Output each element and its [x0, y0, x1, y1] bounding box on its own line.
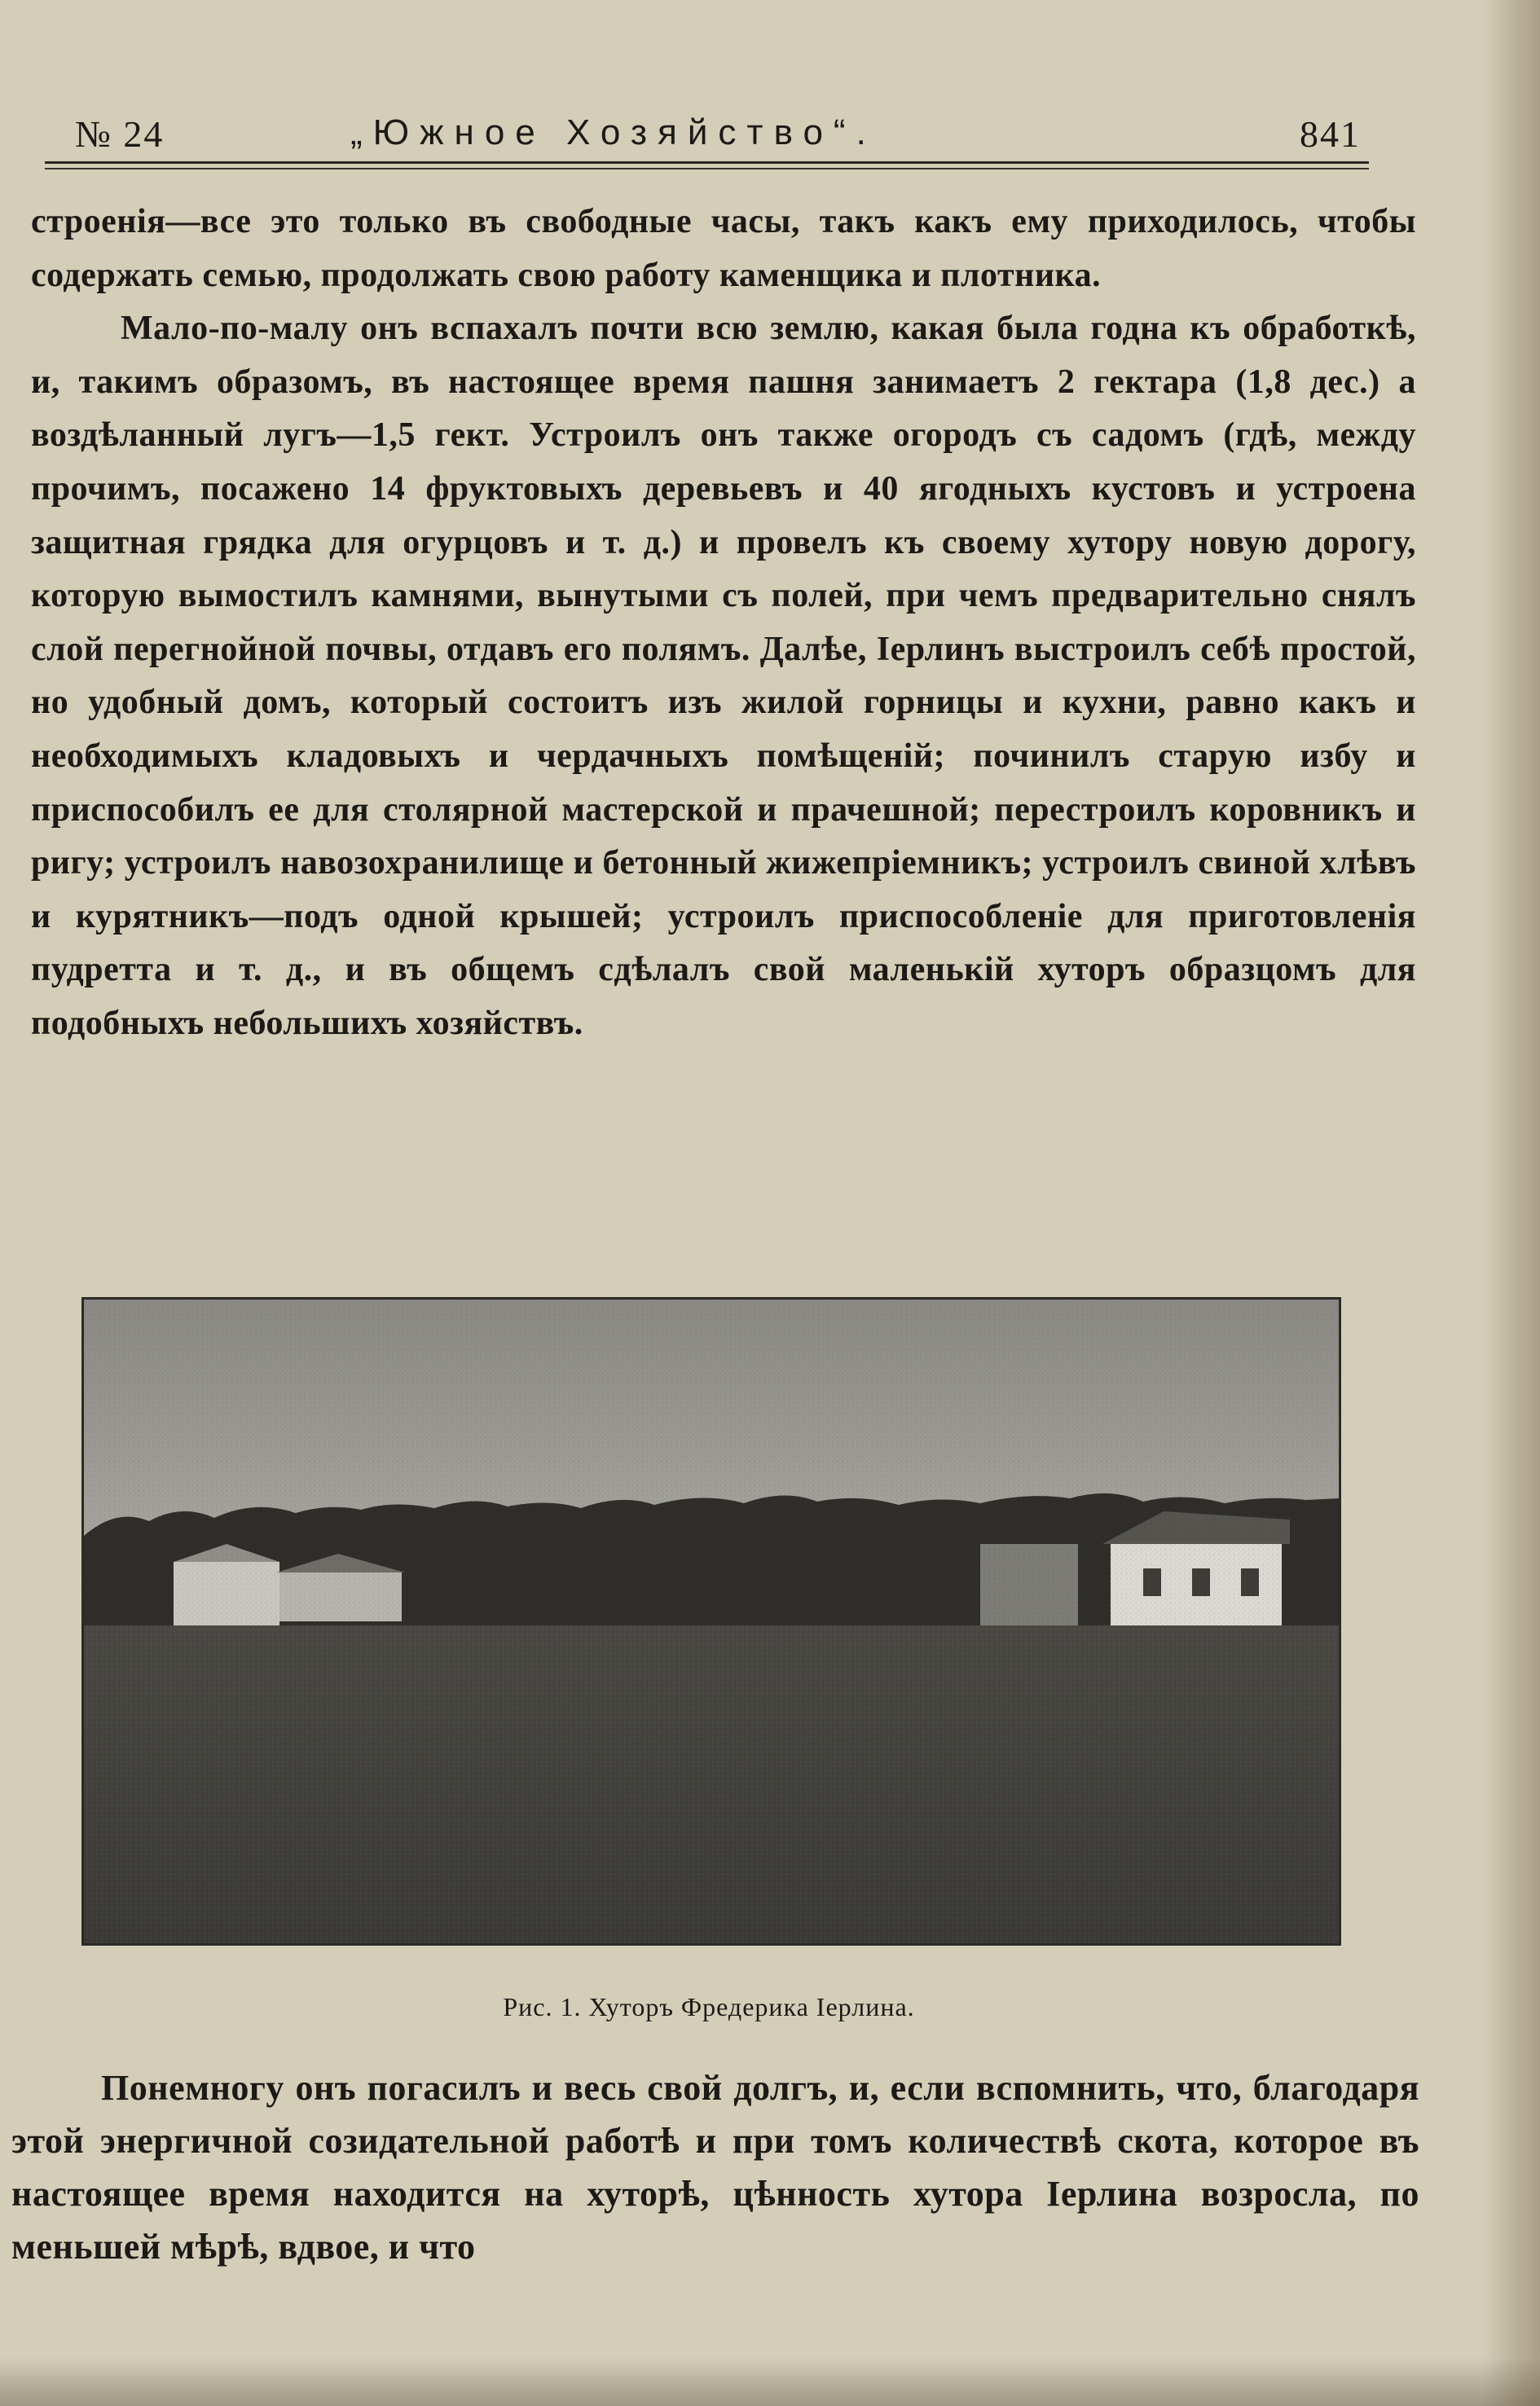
body-text-top	[31, 196, 1416, 1051]
paragraph: Понемногу онъ погасилъ и весь свой долгъ, и, если вспомнить, что, благодаря этой энергичной созидательной работѣ и при томъ количествѣ скота, которое въ настоящее время находится на хуторѣ, цѣнность хутора Іерлина возросла, по меньшей мѣрѣ, вдвое, и что	[11, 2068, 1419, 2267]
paragraph: строенія—все это только въ свободные часы, такъ какъ ему приходилось, чтобы содержать семью, продолжать свою работу каменщика и плотника.	[31, 203, 1416, 294]
page-bottom-shadow	[0, 2357, 1540, 2406]
journal-title: „Южное Хозяйство“.	[350, 112, 877, 152]
paragraph: Мало-по-малу онъ вспахалъ почти всю землю, какая была годна къ обработкѣ, и, такимъ образомъ, въ настоящее время пашня занимаетъ 2 гектара (1,8 дес.) а воздѣланный лугъ—1,5 гект. Устроилъ онъ также огородъ съ садомъ (гдѣ, между прочимъ, посажено 14 фруктовыхъ деревьевъ и 40 ягодныхъ кустовъ и устроена защитная грядка для огурцовъ и т. д.) и провелъ къ своему хутору новую дорогу, которую вымостилъ камнями, вынутыми съ полей, при чемъ предварительно снялъ слой перегнойной почвы, отдавъ его полямъ. Далѣе, Іерлинъ выстроилъ себѣ простой, но удобный домъ, который состоитъ изъ жилой горницы и кухни, равно какъ и необходимыхъ кладовыхъ и чердачныхъ помѣщеній; починилъ старую избу и приспособилъ ее для столярной мастерской и прачешной; перестроилъ коровникъ и ригу; устроилъ навозохранилище и бетонный жижепріемникъ; устроилъ свиной хлѣвъ и курятникъ—подъ одной крышей; устроилъ приспособленіе для приготовленія пудретта и т. д., и въ общемъ сдѣлалъ свой маленькій хуторъ образцомъ для подобныхъ небольшихъ хозяйствъ.	[31, 310, 1416, 1042]
figure-caption: Рис. 1. Хуторъ Фредерика Іерлина.	[503, 1992, 915, 2021]
page-edge-shadow	[1483, 0, 1540, 2406]
header-rule	[45, 161, 1369, 164]
page-number: 841	[1300, 113, 1361, 155]
issue-number: № 24	[75, 113, 165, 155]
farm-photograph	[81, 1297, 1341, 1946]
farm-photograph-image	[84, 1300, 1339, 1943]
body-text-bottom	[11, 2061, 1419, 2273]
header-rule-double	[45, 168, 1369, 169]
